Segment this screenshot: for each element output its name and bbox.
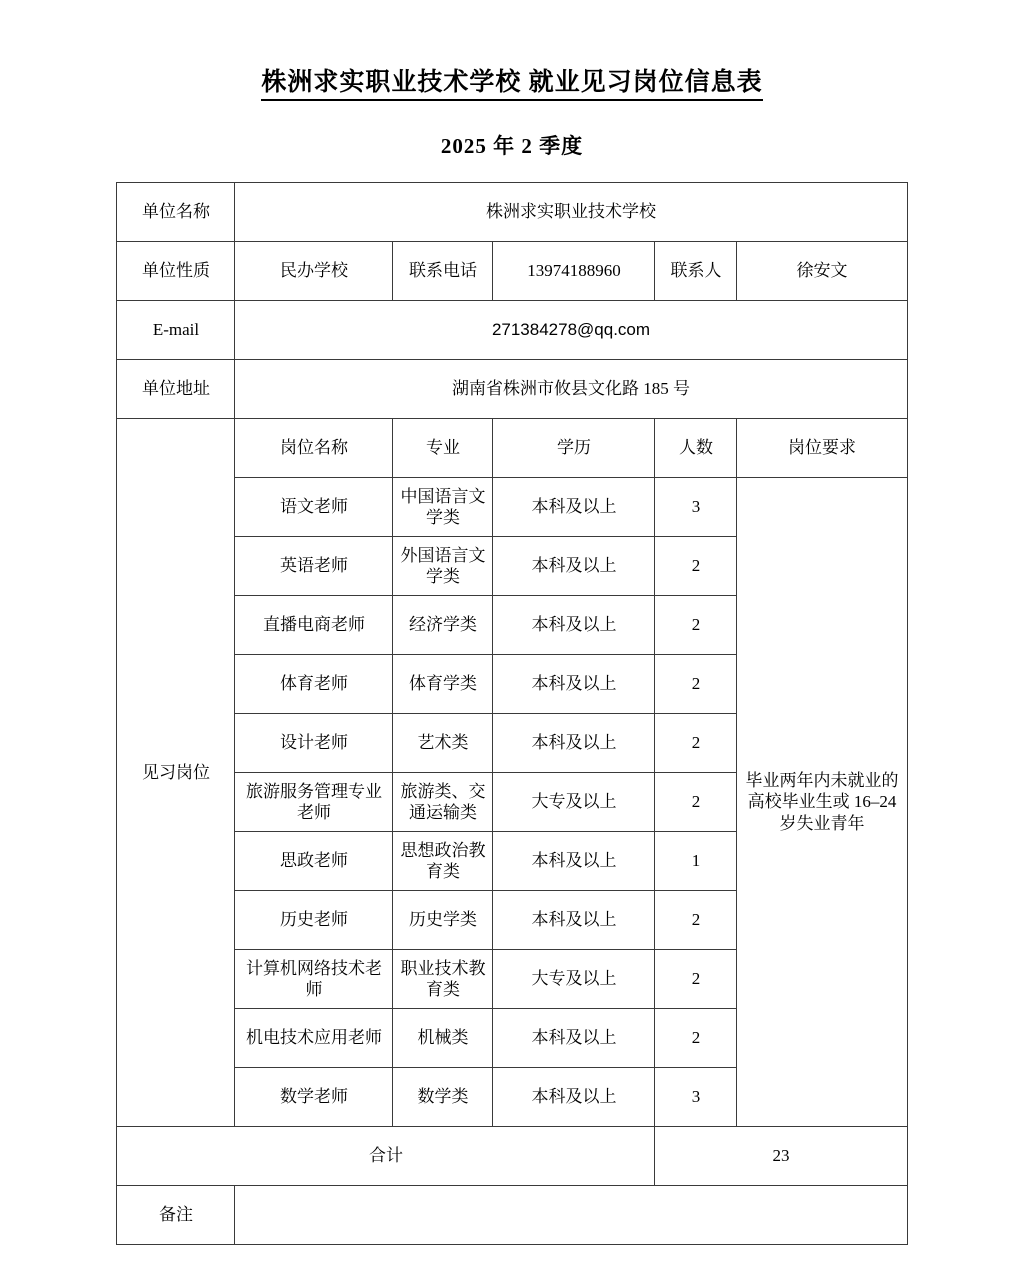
position-major: 经济学类	[393, 596, 493, 655]
position-name: 英语老师	[235, 537, 393, 596]
table-row-unit-name	[117, 183, 907, 242]
positions-section-label: 见习岗位	[117, 419, 235, 1127]
position-name: 历史老师	[235, 891, 393, 950]
position-count: 1	[655, 832, 737, 891]
position-education: 本科及以上	[493, 655, 655, 714]
total-value: 23	[655, 1127, 907, 1186]
position-education: 本科及以上	[493, 537, 655, 596]
position-count: 2	[655, 655, 737, 714]
position-major: 思想政治教育类	[393, 832, 493, 891]
page-title	[58, 62, 966, 98]
email-label: E-mail	[117, 301, 235, 360]
position-major: 数学类	[393, 1068, 493, 1127]
table-row-unit-nature	[117, 242, 907, 301]
table-row-remark	[117, 1186, 907, 1245]
page-subtitle: 2025 年 2 季度	[440, 134, 584, 158]
header-education: 学历	[493, 419, 655, 478]
position-name: 语文老师	[235, 478, 393, 537]
position-major: 历史学类	[393, 891, 493, 950]
phone-label: 联系电话	[393, 242, 493, 301]
position-major: 旅游类、交通运输类	[393, 773, 493, 832]
table-row-address	[117, 360, 907, 419]
remark-value	[235, 1186, 907, 1245]
position-name: 计算机网络技术老师	[235, 950, 393, 1009]
position-info-table	[116, 182, 907, 1245]
table-row-total	[117, 1127, 907, 1186]
position-major: 机械类	[393, 1009, 493, 1068]
header-requirement: 岗位要求	[737, 419, 907, 478]
header-major: 专业	[393, 419, 493, 478]
position-count: 2	[655, 537, 737, 596]
contact-value: 徐安文	[737, 242, 907, 301]
position-major: 体育学类	[393, 655, 493, 714]
position-name: 机电技术应用老师	[235, 1009, 393, 1068]
position-education: 本科及以上	[493, 891, 655, 950]
position-count: 2	[655, 1009, 737, 1068]
table-row-email	[117, 301, 907, 360]
position-education: 本科及以上	[493, 714, 655, 773]
table-row	[117, 478, 907, 537]
header-position-name: 岗位名称	[235, 419, 393, 478]
unit-name-label: 单位名称	[117, 183, 235, 242]
position-education: 大专及以上	[493, 950, 655, 1009]
unit-name-value: 株洲求实职业技术学校	[235, 183, 907, 242]
position-name: 旅游服务管理专业老师	[235, 773, 393, 832]
position-name: 思政老师	[235, 832, 393, 891]
unit-nature-value: 民办学校	[235, 242, 393, 301]
position-count: 2	[655, 714, 737, 773]
header-count: 人数	[655, 419, 737, 478]
table-row-position-headers	[117, 419, 907, 478]
position-education: 本科及以上	[493, 478, 655, 537]
contact-label: 联系人	[655, 242, 737, 301]
position-education: 本科及以上	[493, 1068, 655, 1127]
position-education: 大专及以上	[493, 773, 655, 832]
position-major: 职业技术教育类	[393, 950, 493, 1009]
position-education: 本科及以上	[493, 596, 655, 655]
page-title-text: 株洲求实职业技术学校 就业见习岗位信息表	[261, 69, 762, 101]
position-count: 2	[655, 891, 737, 950]
position-count: 3	[655, 1068, 737, 1127]
position-name: 体育老师	[235, 655, 393, 714]
position-name: 直播电商老师	[235, 596, 393, 655]
address-label: 单位地址	[117, 360, 235, 419]
position-count: 2	[655, 950, 737, 1009]
unit-nature-label: 单位性质	[117, 242, 235, 301]
address-value: 湖南省株洲市攸县文化路 185 号	[235, 360, 907, 419]
position-major: 艺术类	[393, 714, 493, 773]
total-label: 合计	[117, 1127, 655, 1186]
position-name: 设计老师	[235, 714, 393, 773]
position-requirement: 毕业两年内未就业的高校毕业生或 16–24 岁失业青年	[737, 478, 907, 1127]
position-education: 本科及以上	[493, 832, 655, 891]
position-count: 3	[655, 478, 737, 537]
position-name: 数学老师	[235, 1068, 393, 1127]
position-major: 中国语言文学类	[393, 478, 493, 537]
remark-label: 备注	[117, 1186, 235, 1245]
position-count: 2	[655, 596, 737, 655]
email-value: 271384278@qq.com	[235, 301, 907, 360]
phone-value: 13974188960	[493, 242, 655, 301]
position-education: 本科及以上	[493, 1009, 655, 1068]
position-major: 外国语言文学类	[393, 537, 493, 596]
position-count: 2	[655, 773, 737, 832]
